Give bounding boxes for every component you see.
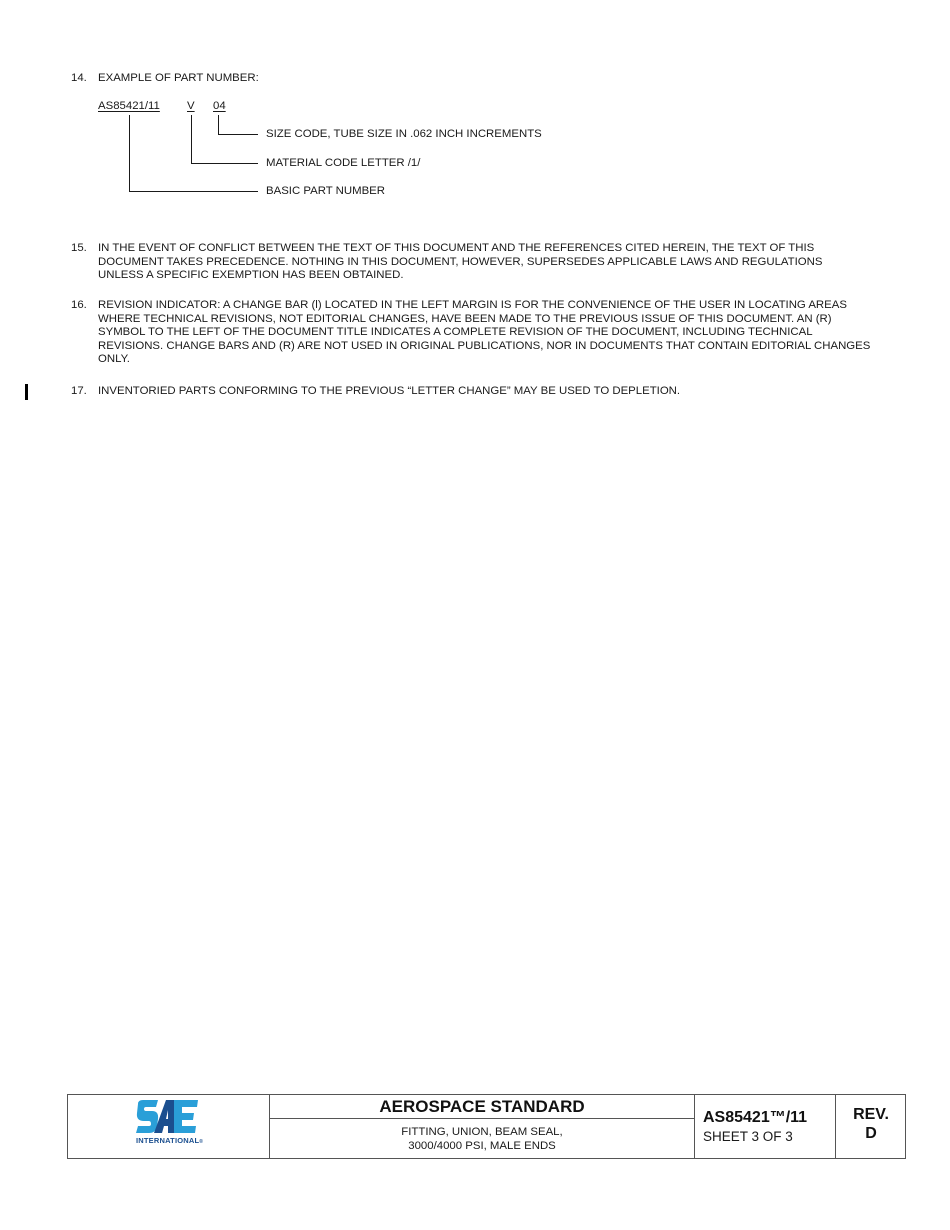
item-14 xyxy=(71,72,871,86)
leader-line xyxy=(218,134,258,135)
logo-cell xyxy=(68,1095,270,1158)
doc-number: AS85421™/11 xyxy=(703,1109,808,1126)
sheet-number: SHEET 3 OF 3 xyxy=(703,1129,793,1144)
item-number: 16. xyxy=(71,299,87,311)
item-number: 14. xyxy=(71,72,87,84)
item-16 xyxy=(71,299,873,367)
item-text: IN THE EVENT OF CONFLICT BETWEEN THE TEXT OF THIS DOCUMENT AND THE REFERENCES CITED HEREIN, THE TEXT OF THIS DOCUMENT TAKES PRECEDENCE. NOTHING IN THIS DOCUMENT, HOWEVER, SUPERSEDES APPLICABLE LAWS AND REGULATIONS UNLESS A SPECIFIC EXEMPTION HAS BEEN OBTAINED. xyxy=(98,242,823,282)
change-bar xyxy=(25,384,28,400)
leader-line xyxy=(129,191,258,192)
sae-logo-icon xyxy=(136,1100,202,1134)
sae-logo xyxy=(136,1100,202,1148)
rev-value: D xyxy=(865,1125,877,1142)
item-heading: EXAMPLE OF PART NUMBER: xyxy=(98,72,259,84)
item-number: 15. xyxy=(71,242,87,254)
item-text: INVENTORIED PARTS CONFORMING TO THE PREVIOUS “LETTER CHANGE” MAY BE USED TO DEPLETION. xyxy=(98,385,681,397)
standard-type: AEROSPACE STANDARD xyxy=(270,1095,694,1119)
document-title xyxy=(270,1119,694,1158)
revision-cell xyxy=(836,1095,906,1158)
leader-line xyxy=(191,163,258,164)
item-number: 17. xyxy=(71,385,87,397)
title-block xyxy=(67,1094,906,1159)
rev-label: REV. xyxy=(853,1106,889,1123)
logo-subtitle: INTERNATIONAL® xyxy=(136,1136,204,1145)
item-15 xyxy=(71,242,871,283)
leader-line xyxy=(191,115,192,164)
part-segment-basic: AS85421/11 xyxy=(98,100,160,112)
material-code-label: MATERIAL CODE LETTER /1/ xyxy=(266,157,421,169)
doc-number-cell xyxy=(695,1095,836,1158)
item-text: REVISION INDICATOR: A CHANGE BAR (l) LOCATED IN THE LEFT MARGIN IS FOR THE CONVENIENCE OF THE USER IN LOCATING AREAS WHERE TECHNICAL REVISIONS, NOT EDITORIAL CHANGES, HAVE BEEN MADE TO THE PREVIOUS ISSUE OF THIS DOCUMENT. AN (R) SYMBOL TO THE LEFT OF THE DOCUMENT TITLE INDICATES A COMPLETE REVISION OF THE DOCUMENT, INCLUDING TECHNICAL REVISIONS. CHANGE BARS AND (R) ARE NOT USED IN ORIGINAL PUBLICATIONS, NOR IN DOCUMENTS THAT CONTAIN EDITORIAL CHANGES ONLY. xyxy=(98,299,871,366)
leader-line xyxy=(218,115,219,135)
part-segment-size: 04 xyxy=(213,100,226,112)
title-cell xyxy=(270,1095,695,1158)
leader-line xyxy=(129,115,130,192)
part-segment-material: V xyxy=(187,100,195,112)
basic-part-label: BASIC PART NUMBER xyxy=(266,185,385,197)
title-line-2: 3000/4000 PSI, MALE ENDS xyxy=(408,1139,556,1152)
revision xyxy=(836,1105,906,1143)
item-17 xyxy=(71,385,871,399)
title-line-1: FITTING, UNION, BEAM SEAL, xyxy=(401,1126,563,1138)
size-code-label: SIZE CODE, TUBE SIZE IN .062 INCH INCREMENTS xyxy=(266,128,542,140)
